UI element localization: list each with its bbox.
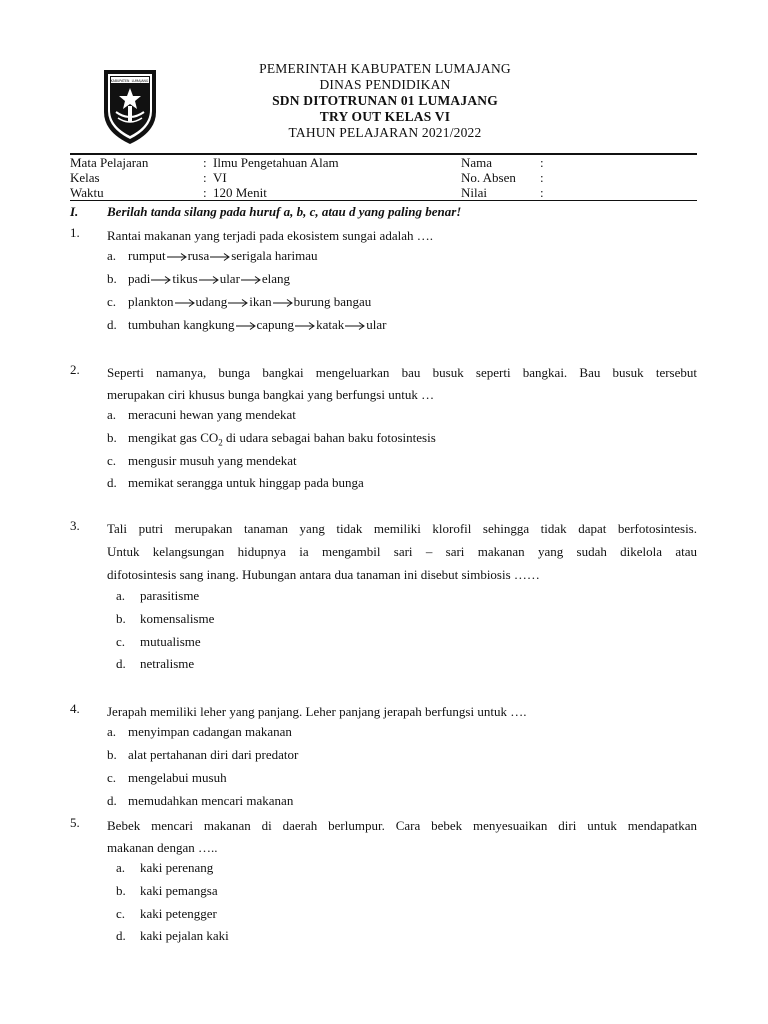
logo-text-left: KABUPATEN [110,79,130,83]
section-instruction-text: Berilah tanda silang pada huruf a, b, c, atau d yang paling benar! [107,204,462,219]
question-number: 2. [70,362,80,377]
option-letter: a. [107,724,117,739]
option-a[interactable] [107,248,318,264]
option-text: alat pertahanan diri dari predator [128,747,299,762]
option-b[interactable] [116,611,214,627]
food-chain [128,294,371,309]
arrow-right-icon [344,321,366,331]
chain-organism: ular [366,317,387,332]
option-letter: c. [107,294,117,309]
option-text: menyimpan cadangan makanan [128,724,292,739]
question-text-line-2: merupakan ciri khusus bunga bangkai yang berfungsi untuk … [107,387,435,402]
info-label: Mata Pelajaran [70,155,149,170]
option-d[interactable] [116,656,194,672]
question-number: 3. [70,518,80,533]
option-c[interactable] [107,453,297,469]
info-label-right: No. Absen [461,170,516,185]
question-text-line-1: Bebek mencari makanan di daerah berlumpur. Cara bebek menyesuaikan diri untuk mendapatkan [107,818,697,833]
info-colon-right: : [540,155,544,170]
arrow-right-icon [294,321,316,331]
option-letter: d. [107,475,117,490]
option-letter: c. [107,453,117,468]
chain-organism: udang [195,294,228,309]
option-c[interactable] [107,770,227,786]
section-instruction [70,204,461,220]
option-letter: b. [107,747,117,762]
question-text: Jerapah memiliki leher yang panjang. Leher panjang jerapah berfungsi untuk …. [107,704,527,719]
question-number: 1. [70,225,80,240]
info-value: 120 Menit [213,185,267,200]
chain-organism: tikus [172,271,198,286]
header-government: PEMERINTAH KABUPATEN LUMAJANG [259,61,511,76]
arrow-right-icon [198,275,220,285]
arrow-right-icon [227,298,249,308]
header-academic-year: TAHUN PELAJARAN 2021/2022 [288,125,482,140]
chain-organism: rusa [187,248,210,263]
option-text: parasitisme [140,588,200,603]
option-a[interactable] [107,724,292,740]
option-c[interactable] [107,294,371,310]
info-row-time [70,185,697,200]
arrow-right-icon [150,275,172,285]
option-text: memikat serangga untuk hinggap pada bunga [128,475,364,490]
option-letter: b. [107,271,117,286]
option-text: kaki petengger [140,906,217,921]
emblem-icon [100,66,160,146]
question-text-line-1: Tali putri merupakan tanaman yang tidak memiliki klorofil sehingga tidak dapat berfotosintesis. [107,521,697,536]
info-label-right: Nilai [461,185,487,200]
option-letter: d. [116,656,126,671]
info-colon-right: : [540,185,544,200]
option-d[interactable] [107,793,293,809]
option-d[interactable] [107,317,386,333]
food-chain [128,248,318,263]
option-letter: c. [107,770,117,785]
info-label: Kelas [70,170,100,185]
option-text: mengikat gas CO [128,430,219,445]
info-colon: : [203,170,207,185]
option-text: netralisme [140,656,195,671]
arrow-right-icon [166,252,188,262]
chain-organism: padi [128,271,151,286]
option-text-cont: di udara sebagai bahan baku fotosintesis [222,430,436,445]
question-number: 5. [70,815,80,830]
header-department: DINAS PENDIDIKAN [319,77,451,92]
info-value: Ilmu Pengetahuan Alam [213,155,339,170]
student-info-block [70,155,697,200]
arrow-right-icon [272,298,294,308]
chain-organism: elang [261,271,291,286]
option-c[interactable] [116,634,201,650]
chain-organism: ular [219,271,240,286]
option-text: mutualisme [140,634,201,649]
info-label: Waktu [70,185,104,200]
question-text-line-2: makanan dengan ….. [107,840,218,855]
chain-organism: capung [256,317,295,332]
option-b[interactable] [107,430,436,448]
subscript: 2 [218,437,223,448]
option-text: komensalisme [140,611,215,626]
option-d[interactable] [116,928,229,944]
option-letter: d. [107,317,117,332]
chain-organism: ikan [249,294,272,309]
info-colon: : [203,155,207,170]
school-header [200,61,570,141]
option-letter: a. [107,407,117,422]
option-text: kaki pejalan kaki [140,928,229,943]
question-text: Rantai makanan yang terjadi pada ekosistem sungai adalah …. [107,228,433,243]
regency-emblem-logo [100,66,160,146]
option-text: mengelabui musuh [128,770,227,785]
option-text: kaki perenang [140,860,214,875]
option-letter: a. [116,860,126,875]
chain-organism: katak [316,317,345,332]
arrow-right-icon [209,252,231,262]
option-letter: c. [116,906,126,921]
question-number: 4. [70,701,80,716]
section-numeral: I. [70,204,79,219]
option-letter: a. [116,588,126,603]
info-label-right: Nama [461,155,493,170]
arrow-right-icon [235,321,257,331]
option-b[interactable] [107,271,290,287]
option-text: meracuni hewan yang mendekat [128,407,296,422]
chain-organism: plankton [128,294,174,309]
option-d[interactable] [107,475,364,491]
option-b[interactable] [107,747,298,763]
header-school-name: SDN DITOTRUNAN 01 LUMAJANG [272,93,498,108]
chain-organism: burung bangau [293,294,372,309]
option-letter: c. [116,634,126,649]
info-divider [70,200,697,201]
logo-text-right: LUMAJANG [131,79,149,83]
info-value: VI [213,170,227,185]
option-text: memudahkan mencari makanan [128,793,294,808]
option-a[interactable] [116,588,199,604]
question-text-line-1: Seperti namanya, bunga bangkai mengeluarkan bau busuk seperti bangkai. Bau busuk tersebut [107,365,697,380]
option-a[interactable] [107,407,296,423]
info-row-class [70,170,697,185]
option-letter: b. [116,611,126,626]
question-text-line-3: difotosintesis sang inang. Hubungan antara dua tanaman ini disebut simbiosis …… [107,567,540,582]
question-text-line-2: Untuk kelangsungan hidupnya ia mengambil sari – sari makanan yang sudah dikelola atau [107,544,697,559]
option-text: mengusir musuh yang mendekat [128,453,297,468]
info-colon-right: : [540,170,544,185]
chain-organism: tumbuhan kangkung [128,317,235,332]
option-letter: b. [116,883,126,898]
chain-organism: serigala harimau [231,248,318,263]
food-chain [128,271,290,286]
option-letter: a. [107,248,117,263]
option-letter: b. [107,430,117,445]
option-letter: d. [107,793,117,808]
food-chain [128,317,386,332]
option-b[interactable] [116,883,218,899]
arrow-right-icon [174,298,196,308]
info-row-subject [70,155,697,170]
header-exam-title: TRY OUT KELAS VI [319,109,451,124]
option-c[interactable] [116,906,217,922]
info-colon: : [203,185,207,200]
option-letter: d. [116,928,126,943]
option-text: kaki pemangsa [140,883,218,898]
arrow-right-icon [240,275,262,285]
option-a[interactable] [116,860,213,876]
chain-organism: rumput [128,248,166,263]
